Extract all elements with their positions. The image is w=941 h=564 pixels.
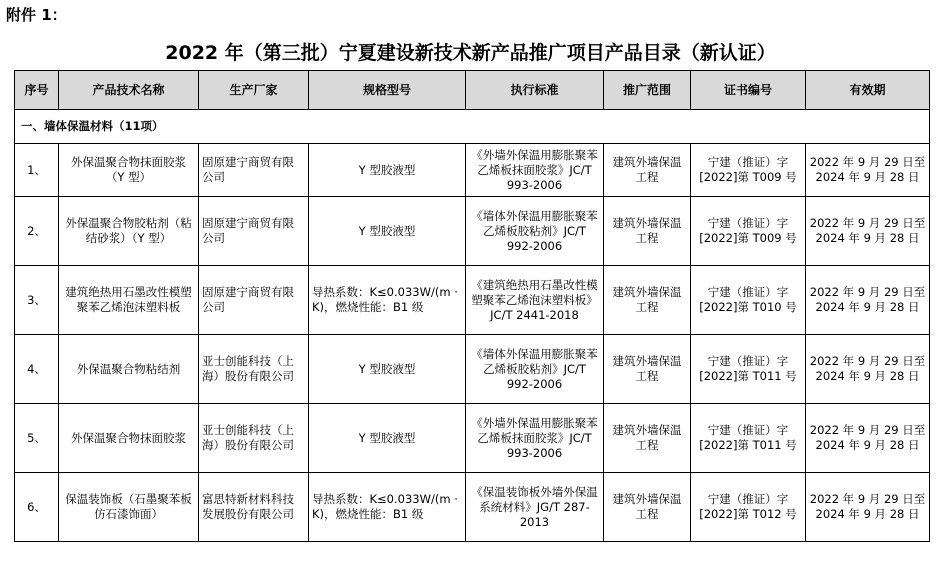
cell-maker: 固原建宁商贸有限公司 <box>199 197 309 266</box>
header-scope: 推广范围 <box>604 71 691 110</box>
cell-standard: 《外墙外保温用膨胀聚苯乙烯板抹面胶浆》JC/T 993-2006 <box>466 404 604 473</box>
header-seq: 序号 <box>15 71 59 110</box>
cell-product: 外保温聚合物抹面胶浆（Y 型） <box>59 144 199 197</box>
cell-product: 外保温聚合物抹面胶浆 <box>59 404 199 473</box>
cell-standard: 《建筑绝热用石墨改性模塑聚苯乙烯泡沫塑料板》JC/T 2441-2018 <box>466 266 604 335</box>
table-row <box>15 144 930 197</box>
table-row <box>15 266 930 335</box>
cell-cert: 宁建（推证）字[2022]第 T009 号 <box>691 144 806 197</box>
cell-maker: 固原建宁商贸有限公司 <box>199 144 309 197</box>
cell-scope: 建筑外墙保温工程 <box>604 197 691 266</box>
cell-spec: Y 型胶液型 <box>309 404 466 473</box>
cell-validity: 2022 年 9 月 29 日至 2024 年 9 月 28 日 <box>806 197 930 266</box>
table-row <box>15 473 930 542</box>
section-title: 一、墙体保温材料（11项） <box>15 110 930 144</box>
cell-spec: 导热系数：K≤0.033W/(m · K)，燃烧性能：B1 级 <box>309 473 466 542</box>
cell-validity: 2022 年 9 月 29 日至 2024 年 9 月 28 日 <box>806 335 930 404</box>
attachment-label: 附件 1： <box>6 6 67 24</box>
cell-cert: 宁建（推证）字[2022]第 T011 号 <box>691 335 806 404</box>
cell-spec: Y 型胶液型 <box>309 197 466 266</box>
cell-scope: 建筑外墙保温工程 <box>604 266 691 335</box>
table-row <box>15 335 930 404</box>
header-standard: 执行标准 <box>466 71 604 110</box>
cell-maker: 富思特新材料科技发展股份有限公司 <box>199 473 309 542</box>
cell-seq: 5、 <box>15 404 59 473</box>
cell-maker: 亚士创能科技（上海）股份有限公司 <box>199 404 309 473</box>
header-product: 产品技术名称 <box>59 71 199 110</box>
product-catalog-table <box>14 70 930 542</box>
cell-product: 外保温聚合物粘结剂 <box>59 335 199 404</box>
cell-spec: Y 型胶液型 <box>309 144 466 197</box>
cell-validity: 2022 年 9 月 29 日至 2024 年 9 月 28 日 <box>806 266 930 335</box>
cell-cert: 宁建（推证）字[2022]第 T010 号 <box>691 266 806 335</box>
cell-spec: 导热系数：K≤0.033W/(m · K)，燃烧性能：B1 级 <box>309 266 466 335</box>
table-row <box>15 404 930 473</box>
table-row <box>15 197 930 266</box>
section-row <box>15 110 930 144</box>
cell-seq: 6、 <box>15 473 59 542</box>
cell-seq: 2、 <box>15 197 59 266</box>
cell-cert: 宁建（推证）字[2022]第 T011 号 <box>691 404 806 473</box>
cell-standard: 《墙体外保温用膨胀聚苯乙烯板胶粘剂》JC/T 992-2006 <box>466 197 604 266</box>
cell-scope: 建筑外墙保温工程 <box>604 404 691 473</box>
cell-seq: 4、 <box>15 335 59 404</box>
cell-scope: 建筑外墙保温工程 <box>604 335 691 404</box>
page-title: 2022 年（第三批）宁夏建设新技术新产品推广项目产品目录（新认证） <box>165 42 776 64</box>
cell-scope: 建筑外墙保温工程 <box>604 473 691 542</box>
header-spec: 规格型号 <box>309 71 466 110</box>
cell-cert: 宁建（推证）字[2022]第 T009 号 <box>691 197 806 266</box>
cell-scope: 建筑外墙保温工程 <box>604 144 691 197</box>
cell-spec: Y 型胶液型 <box>309 335 466 404</box>
cell-validity: 2022 年 9 月 29 日至 2024 年 9 月 28 日 <box>806 404 930 473</box>
cell-standard: 《外墙外保温用膨胀聚苯乙烯板抹面胶浆》JC/T 993-2006 <box>466 144 604 197</box>
cell-maker: 固原建宁商贸有限公司 <box>199 266 309 335</box>
header-cert: 证书编号 <box>691 71 806 110</box>
cell-product: 建筑绝热用石墨改性模塑聚苯乙烯泡沫塑料板 <box>59 266 199 335</box>
cell-standard: 《墙体外保温用膨胀聚苯乙烯板胶粘剂》JC/T 992-2006 <box>466 335 604 404</box>
cell-seq: 3、 <box>15 266 59 335</box>
cell-validity: 2022 年 9 月 29 日至 2024 年 9 月 28 日 <box>806 473 930 542</box>
cell-maker: 亚士创能科技（上海）股份有限公司 <box>199 335 309 404</box>
cell-product: 外保温聚合物胶粘剂（粘结砂浆）（Y 型） <box>59 197 199 266</box>
header-validity: 有效期 <box>806 71 930 110</box>
cell-seq: 1、 <box>15 144 59 197</box>
cell-product: 保温装饰板（石墨聚苯板仿石漆饰面） <box>59 473 199 542</box>
cell-standard: 《保温装饰板外墙外保温系统材料》JG/T 287-2013 <box>466 473 604 542</box>
cell-cert: 宁建（推证）字[2022]第 T012 号 <box>691 473 806 542</box>
cell-validity: 2022 年 9 月 29 日至 2024 年 9 月 28 日 <box>806 144 930 197</box>
header-maker: 生产厂家 <box>199 71 309 110</box>
table-header-row <box>15 71 930 110</box>
